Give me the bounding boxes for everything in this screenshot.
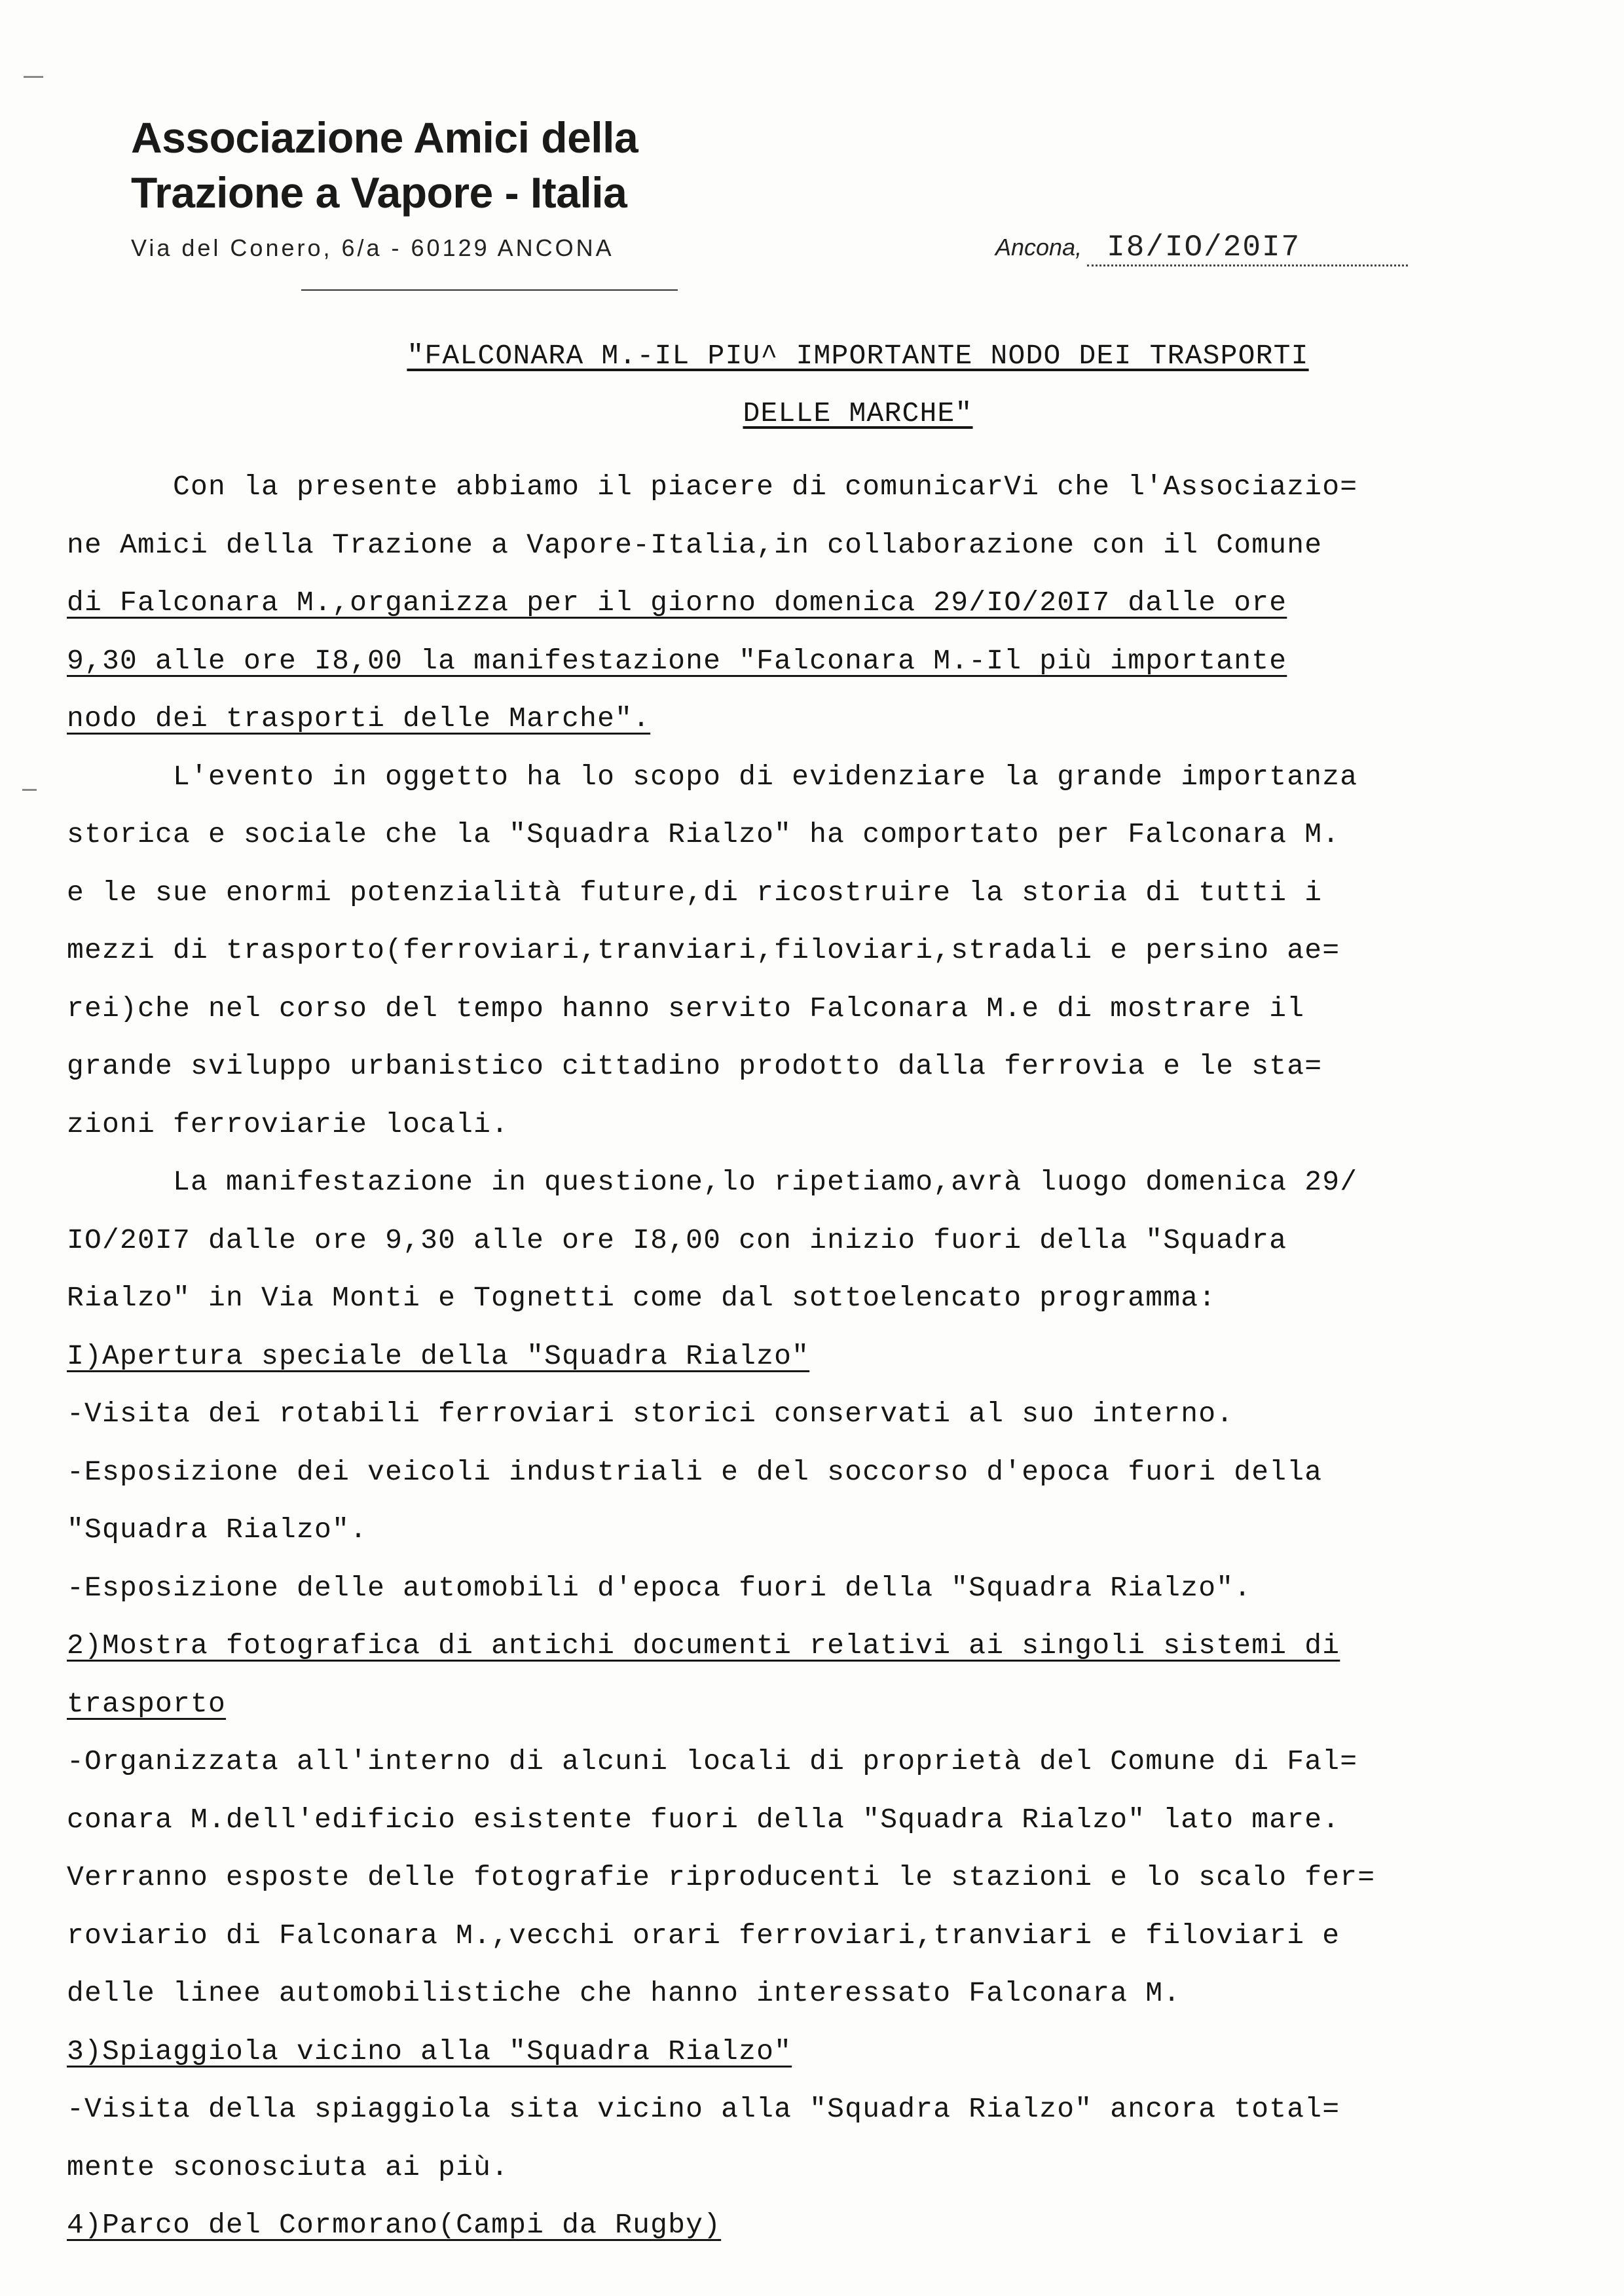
scan-mark bbox=[22, 789, 37, 791]
body-line: IO/20I7 dalle ore 9,30 alle ore I8,00 con inizio fuori della "Squadra bbox=[67, 1224, 1287, 1256]
body-line: roviario di Falconara M.,vecchi orari ferroviari,tranviari e filoviari e bbox=[67, 1919, 1340, 1952]
body-line: 9,30 alle ore I8,00 la manifestazione "Falconara M.-Il più importante bbox=[67, 644, 1287, 677]
body-line: delle linee automobilistiche che hanno interessato Falconara M. bbox=[67, 1977, 1181, 2009]
body-line: storica e sociale che la "Squadra Rialzo" ha comportato per Falconara M. bbox=[67, 818, 1340, 850]
section-heading: 2)Mostra fotografica di antichi documenti relativi ai singoli sistemi di bbox=[67, 1630, 1340, 1662]
section-heading: trasporto bbox=[67, 1687, 227, 1720]
body-line: zioni ferroviarie locali. bbox=[67, 1108, 509, 1140]
body-line: Rialzo" in Via Monti e Tognetti come dal sottoelencato programma: bbox=[67, 1282, 1217, 1314]
body-line: -Esposizione delle automobili d'epoca fuori della "Squadra Rialzo". bbox=[67, 1571, 1252, 1604]
body-line: mente sconosciuta ai più. bbox=[67, 2151, 509, 2183]
document-title bbox=[341, 327, 1375, 443]
section-heading: 4)Parco del Cormorano(Campi da Rugby) bbox=[67, 2209, 722, 2241]
section-heading: 3)Spiaggiola vicino alla "Squadra Rialzo" bbox=[67, 2035, 792, 2068]
letterhead bbox=[131, 110, 678, 291]
body-line: Verranno esposte delle fotografie riproducenti le stazioni e lo scalo fer= bbox=[67, 1861, 1376, 1893]
body-line: -Organizzata all'interno di alcuni locali di proprietà del Comune di Fal= bbox=[67, 1745, 1358, 1777]
letter-body bbox=[67, 458, 1547, 2255]
body-line: ne Amici della Trazione a Vapore-Italia,in collaborazione con il Comune bbox=[67, 528, 1323, 561]
body-line: -Esposizione dei veicoli industriali e del soccorso d'epoca fuori della bbox=[67, 1455, 1323, 1488]
body-line: -Visita della spiaggiola sita vicino alla "Squadra Rialzo" ancora total= bbox=[67, 2093, 1340, 2125]
address-divider bbox=[301, 289, 678, 291]
body-line: conara M.dell'edificio esistente fuori della "Squadra Rialzo" lato mare. bbox=[67, 1803, 1340, 1836]
body-line: nodo dei trasporti delle Marche". bbox=[67, 702, 651, 735]
title-line2: DELLE MARCHE" bbox=[743, 397, 973, 429]
org-address: Via del Conero, 6/a - 60129 ANCONA bbox=[131, 234, 614, 261]
body-line: di Falconara M.,organizza per il giorno domenica 29/IO/20I7 dalle ore bbox=[67, 587, 1287, 619]
dateline bbox=[995, 230, 1513, 266]
body-line: rei)che nel corso del tempo hanno servito Falconara M.e di mostrare il bbox=[67, 992, 1305, 1025]
body-line: L'evento in oggetto ha lo scopo di evidenziare la grande importanza bbox=[67, 760, 1358, 793]
body-line: La manifestazione in questione,lo ripetiamo,avrà luogo domenica 29/ bbox=[67, 1166, 1358, 1198]
body-line: mezzi di trasporto(ferroviari,tranviari,filoviari,stradali e persino ae= bbox=[67, 934, 1340, 966]
scan-mark bbox=[24, 76, 43, 78]
body-line: grande sviluppo urbanistico cittadino prodotto dalla ferrovia e le sta= bbox=[67, 1050, 1323, 1082]
section-heading: I)Apertura speciale della "Squadra Rialzo" bbox=[67, 1339, 810, 1372]
body-line: Con la presente abbiamo il piacere di comunicarVi che l'Associazio= bbox=[67, 471, 1358, 503]
dateline-place: Ancona, bbox=[995, 234, 1082, 261]
body-line: "Squadra Rialzo". bbox=[67, 1514, 368, 1546]
title-line1: "FALCONARA M.-IL PIU^ IMPORTANTE NODO DEI TRASPORTI bbox=[407, 340, 1309, 372]
org-name-line2: Trazione a Vapore - Italia bbox=[131, 168, 627, 217]
body-line: -Visita dei rotabili ferroviari storici conservati al suo interno. bbox=[67, 1398, 1234, 1430]
body-line: e le sue enormi potenzialità future,di ricostruire la storia di tutti i bbox=[67, 876, 1323, 909]
org-name-line1: Associazione Amici della bbox=[131, 113, 638, 162]
dateline-date: I8/IO/20I7 bbox=[1087, 230, 1408, 266]
